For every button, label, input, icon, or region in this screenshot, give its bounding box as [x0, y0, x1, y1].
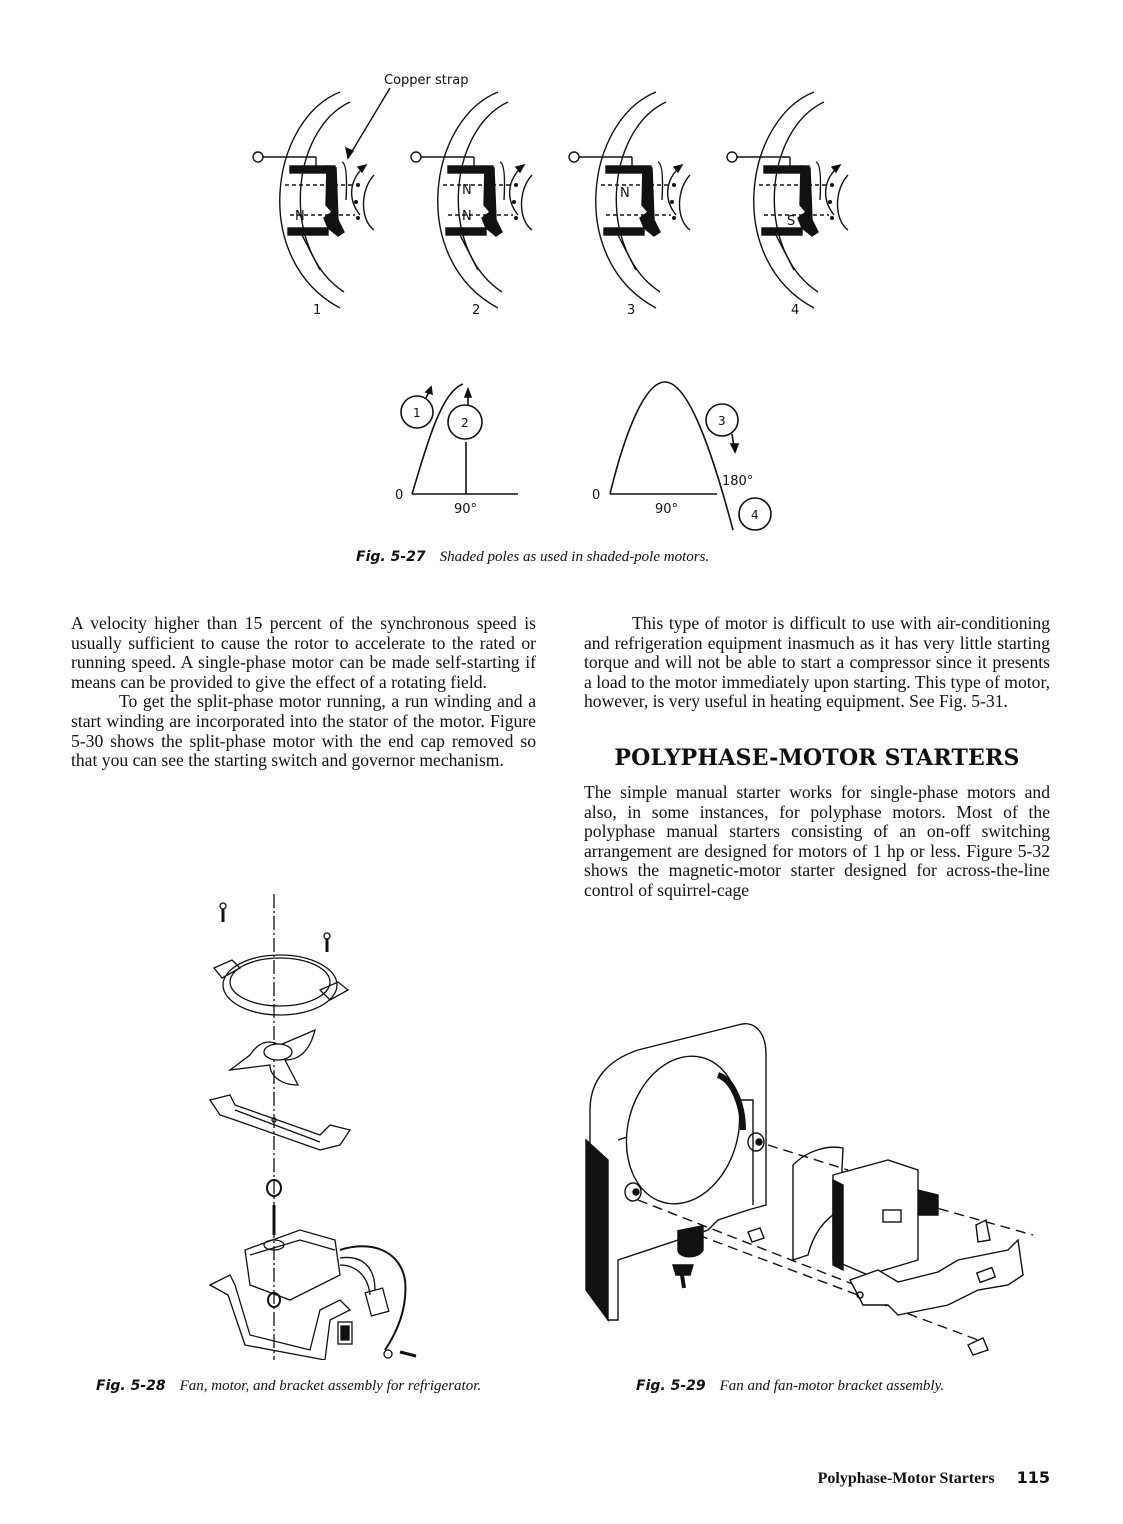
- figure-5-28-caption: [96, 1378, 481, 1395]
- figure-5-27-waveform-graphs: [385, 372, 785, 542]
- figure-5-27-pole-diagrams: [240, 60, 880, 330]
- right-graph-marker-4: 4: [751, 508, 759, 522]
- right-graph-90-degree-label: 90°: [655, 502, 679, 517]
- section-heading: POLYPHASE-MOTOR STARTERS: [614, 744, 1020, 771]
- paragraph: The simple manual starter works for single-phase motors and also, in some instances, for polyphase motors. Most of the polyphase manual starters consisting of an on-off switching arrangement are designed for motors of 1 hp or less. Figure 5-32 shows the magnetic-motor starter designed for across-the-line control of squirrel-cage: [584, 781, 1050, 900]
- page-footer: [818, 1468, 1050, 1488]
- screw-icon: [220, 903, 226, 922]
- figure-caption-text: Fan and fan-motor bracket assembly.: [719, 1378, 945, 1394]
- left-graph-marker-2: 2: [461, 416, 469, 430]
- figure-number: Fig. 5-29: [636, 1378, 706, 1394]
- left-text-column: [71, 614, 536, 771]
- stage-4-pole-label: S: [787, 214, 796, 229]
- stage-1-number: 1: [313, 303, 322, 318]
- left-graph-90-degree-label: 90°: [454, 502, 478, 517]
- paragraph: A velocity higher than 15 percent of the synchronous speed is usually sufficient to cause the rotor to accelerate to the rated or running speed. A single-phase motor can be made self-starting if means can be provided to give the effect of a rotating field.: [71, 613, 536, 692]
- stage-2-pole-label-bottom: N: [462, 209, 472, 224]
- paragraph: This type of motor is difficult to use with air-conditioning and refrigeration equipment inasmuch as it has very little starting torque and will not be able to start a compressor since it presents a load to the motor immediately upon starting. This type of motor, however, is very useful in heating equipment. See Fig. 5-31.: [584, 613, 1050, 712]
- right-text-column: [584, 614, 1050, 901]
- left-graph-marker-1: 1: [413, 406, 421, 420]
- stage-2-number: 2: [472, 303, 481, 318]
- figure-5-29-illustration: [578, 1020, 1043, 1360]
- figure-number: Fig. 5-27: [356, 549, 426, 565]
- figure-5-28-illustration: [190, 890, 430, 1360]
- stage-1-pole-label: N: [295, 209, 305, 224]
- running-head: Polyphase-Motor Starters: [817, 1470, 995, 1487]
- figure-5-27-caption: [356, 549, 709, 566]
- figure-5-29-caption: [636, 1378, 944, 1395]
- stage-3-pole-label: N: [620, 186, 630, 201]
- stage-3-number: 3: [627, 303, 636, 318]
- stage-2-pole-label-top: N: [462, 183, 472, 198]
- copper-strap-label: Copper strap: [384, 73, 469, 88]
- figure-caption-text: Fan, motor, and bracket assembly for refrigerator.: [179, 1378, 482, 1394]
- right-graph-origin-label: 0: [592, 488, 601, 503]
- right-graph-180-degree-label: 180°: [722, 474, 754, 489]
- left-graph-origin-label: 0: [395, 488, 404, 503]
- stage-4-number: 4: [791, 303, 800, 318]
- figure-number: Fig. 5-28: [96, 1378, 166, 1394]
- right-graph-marker-3: 3: [718, 414, 726, 428]
- paragraph: To get the split-phase motor running, a run winding and a start winding are incorporated into the stator of the motor. Figure 5-30 shows the split-phase motor with the end cap removed so that you can see the starting switch and governor mechanism.: [71, 691, 536, 771]
- figure-caption-text: Shaded poles as used in shaded-pole motors.: [439, 549, 710, 565]
- page-number: 115: [1016, 1468, 1050, 1487]
